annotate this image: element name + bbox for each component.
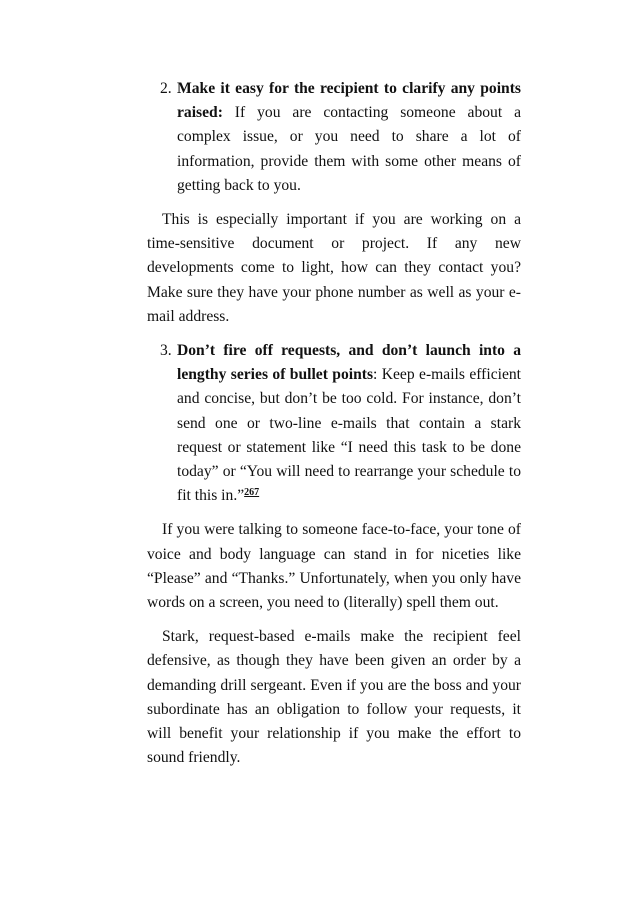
body-paragraph: If you were talking to someone face-to-face, your tone of voice and body language can stand in for niceties like “Please” and “Thanks.” Unfortunately, when you only have words on a screen, you need to (literally) spell them out. bbox=[147, 521, 521, 612]
numbered-item-2 bbox=[147, 77, 521, 198]
item-number: 2. bbox=[160, 80, 172, 97]
document-page bbox=[147, 77, 521, 770]
item-heading: Make it easy for the recipient to clarify any points raised: bbox=[177, 80, 521, 122]
body-paragraph: This is especially important if you are working on a time-sensitive document or project. If any new developments come to light, how can they contact you? Make sure they have your phone number as well as your e-mail address. bbox=[147, 211, 521, 325]
item-heading: Don’t fire off requests, and don’t launch into a lengthy series of bullet points bbox=[177, 342, 521, 384]
footnote-link[interactable]: 267 bbox=[244, 487, 260, 499]
numbered-item-3 bbox=[147, 339, 521, 508]
item-body: : Keep e-mails efficient and concise, but don’t be too cold. For instance, don’t send one or two-line e-mails that contain a stark request or statement like “I need this task to be done today” or “You will need to rearrange your schedule to fit this in.” bbox=[177, 366, 521, 505]
body-paragraph: Stark, request-based e-mails make the recipient feel defensive, as though they have been given an order by a demanding drill sergeant. Even if you are the boss and your subordinate has an obligation to follow your requests, it will benefit your relationship if you make the effort to sound friendly. bbox=[147, 628, 521, 767]
item-number: 3. bbox=[160, 342, 172, 360]
item-body: If you are contacting someone about a complex issue, or you need to share a lot of information, provide them with some other means of getting back to you. bbox=[177, 104, 521, 194]
